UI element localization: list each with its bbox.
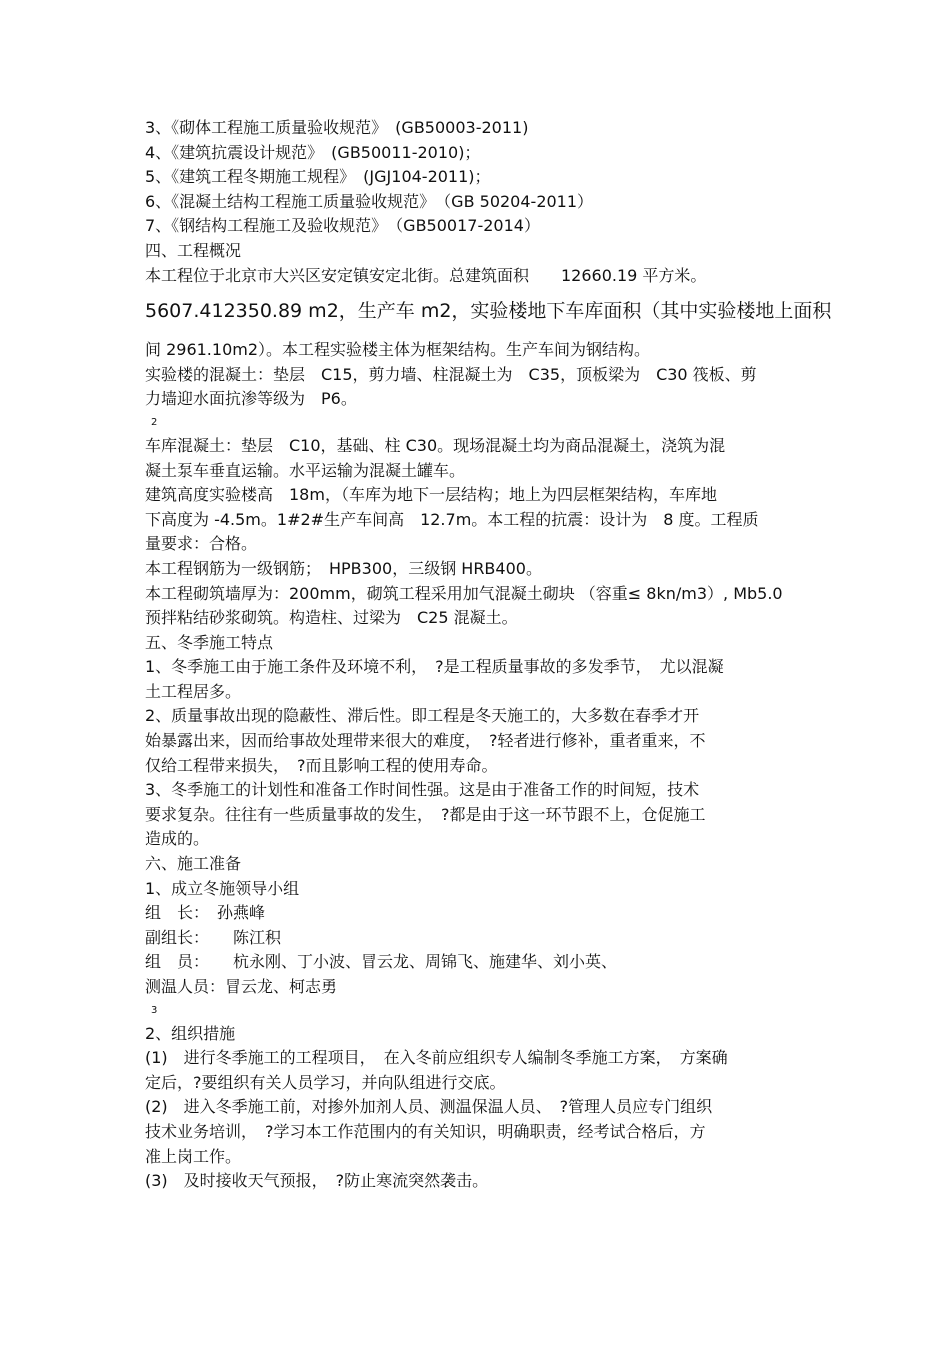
text-line: 建筑高度实验楼高 18m，（车库为地下一层结构；地上为四层框架结构，车库地	[145, 485, 717, 505]
text-line: 力墙迎水面抗渗等级为 P6。	[145, 389, 357, 409]
text-line: (2) 进入冬季施工前，对掺外加剂人员、测温保温人员、 ?管理人员应专门组织	[145, 1097, 713, 1117]
document-page	[145, 116, 832, 1194]
text-line: 组 员： 杭永刚、丁小波、冒云龙、周锦飞、施建华、刘小英、	[145, 952, 618, 972]
text-line: 仅给工程带来损失， ?而且影响工程的使用寿命。	[145, 755, 498, 775]
text-line: 副组长： 陈江积	[145, 927, 282, 947]
text-line: 间 2961.10m2）。本工程实验楼主体为框架结构。生产车间为钢结构。	[145, 340, 651, 360]
text-line: (3) 及时接收天气预报， ?防止寒流突然袭击。	[145, 1171, 489, 1191]
text-line: 凝土泵车垂直运输。水平运输为混凝土罐车。	[145, 460, 466, 480]
text-line: 1、冬季施工由于施工条件及环境不利， ?是工程质量事故的多发季节， 尤以混凝	[145, 657, 724, 677]
text-line: 车库混凝土：垫层 C10，基础、柱 C30。现场混凝土均为商品混凝土，浇筑为混	[145, 435, 726, 455]
text-line: 始暴露出来，因而给事故处理带来很大的难度， ?轻者进行修补，重者重来，不	[145, 731, 706, 751]
text-line: 1、成立冬施领导小组	[145, 878, 300, 898]
text-line: (1) 进行冬季施工的工程项目， 在入冬前应组织专人编制冬季施工方案， 方案确	[145, 1048, 728, 1068]
text-line: 技术业务培训， ?学习本工作范围内的有关知识，明确职责，经考试合格后，方	[145, 1121, 706, 1141]
text-line: 量要求：合格。	[145, 534, 258, 554]
text-line: 5607.412350.89 m2，生产车 m2，实验楼地下车库面积（其中实验楼地上面积	[145, 300, 832, 323]
text-line: 2、质量事故出现的隐蔽性、滞后性。即工程是冬天施工的，大多数在春季才开	[145, 706, 700, 726]
text-line: 实验楼的混凝土：垫层 C15，剪力墙、柱混凝土为 C35，顶板梁为 C30 筏板、剪	[145, 364, 757, 384]
text-line: 测温人员：冒云龙、柯志勇	[145, 977, 338, 996]
text-line: 下高度为 -4.5m。1#2#生产车间高 12.7m。本工程的抗震：设计为 8 度。工程质	[145, 509, 759, 529]
text-line: 定后，?要组织有关人员学习，并向队组进行交底。	[145, 1072, 506, 1092]
text-line: 3、冬季施工的计划性和准备工作时间性强。这是由于准备工作的时间短，技术	[145, 780, 700, 800]
text-line: 7、《钢结构工程施工及验收规范》 （GB50017-2014）	[145, 216, 540, 236]
text-line: 组 长： 孙燕峰	[145, 903, 266, 923]
section-heading: 五、冬季施工特点	[145, 632, 274, 652]
section-heading: 四、工程概况	[145, 240, 242, 260]
text-line: 5、《建筑工程冬期施工规程》 (JGJ104-2011)；	[145, 167, 491, 187]
text-line: 6、《混凝土结构工程施工质量验收规范》 （GB 50204-2011）	[145, 191, 594, 211]
text-line: 土工程居多。	[145, 681, 242, 701]
page-number: 2	[151, 416, 158, 428]
text-line: 造成的。	[145, 829, 210, 849]
text-line: 本工程砌筑墙厚为：200mm，砌筑工程采用加气混凝土砌块 （容重≤ 8kn/m3）, Mb5.0	[145, 583, 783, 603]
text-line: 本工程位于北京市大兴区安定镇安定北街。总建筑面积 12660.19 平方米。	[145, 265, 707, 285]
text-line: 准上岗工作。	[145, 1146, 242, 1166]
text-line: 3、《砌体工程施工质量验收规范》 (GB50003-2011)	[145, 118, 529, 137]
section-heading: 六、施工准备	[145, 854, 242, 874]
text-line: 2、组织措施	[145, 1023, 236, 1043]
page-number: 3	[151, 1004, 158, 1016]
text-line: 要求复杂。往往有一些质量事故的发生， ?都是由于这一环节跟不上，仓促施工	[145, 804, 706, 824]
text-line: 预拌粘结砂浆砌筑。构造柱、过梁为 C25 混凝土。	[145, 608, 518, 628]
text-line: 本工程钢筋为一级钢筋； HPB300，三级钢 HRB400。	[145, 558, 542, 578]
text-line: 4、《建筑抗震设计规范》 (GB50011-2010)；	[145, 142, 481, 162]
